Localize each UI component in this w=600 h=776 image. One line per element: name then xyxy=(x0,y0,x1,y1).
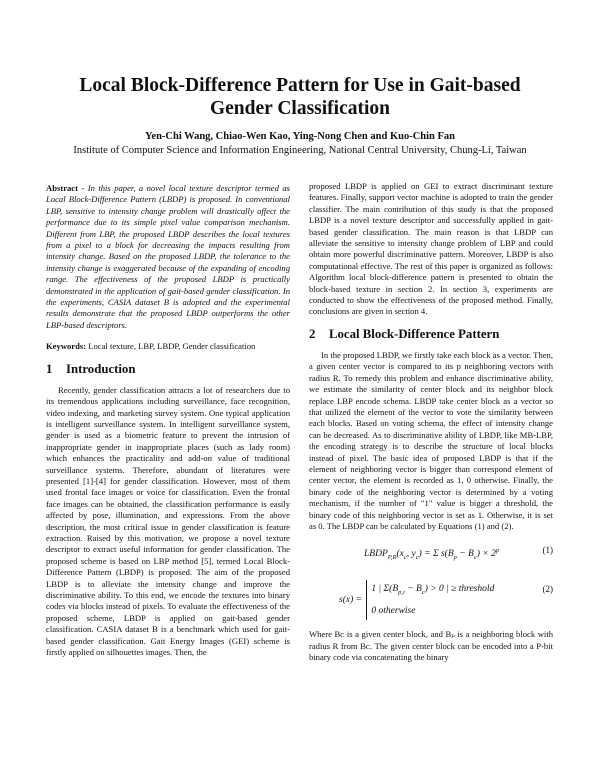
keywords-text: Local texture, LBP, LBDP, Gender classification xyxy=(86,341,256,352)
section-1-text: Recently, gender classification attracts a lot of researchers due to its tremendous applications including surveillance, face recognition, video indexing, and marketing survey system. One typical application is intelligent surveillance system. In intelligent surveillance system, gender is used as a biometric feature to prevent the intrusion of inappropriate gender in inappropriate places (such as lady room) which enhances the practicality and add-on value of traditional surveillance systems. Therefore, abundant of literatures were presented [1]-[4] for gender classification. However, most of them used frontal face images or voice for classification. Even the frontal face images can be obtained, the classification performance is easily affected by pose, illumination, and expressions. From the above description, the most critical issue in gender classification is feature extraction. Raised by this motivation, we propose a novel texture descriptor to extract useful information for gender classification. The proposed scheme is based on LBP method [5], termed Local Block-Difference Pattern (LBDP) is proposed. The aim of the proposed LBDP is to alleviate the intensity change and improve the discriminative ability. To this end, we encode the textures into binary codes via blocks instead of pixels. To evaluate the effectiveness of the proposed scheme, LBDP is applied on gait-based gender classification. CASIA dataset B is a benchmark which used for gait-based gender classification. Gait Energy Images (GEI) scheme is firstly applied on silhouettes images. Then, the xyxy=(46,384,290,658)
abstract xyxy=(46,183,290,331)
title-line-1: Local Block-Difference Pattern for Use in Gait-based xyxy=(79,75,521,96)
abstract-label: Abstract xyxy=(46,183,78,193)
section-1-title: Introduction xyxy=(66,361,136,376)
equation-1-body: $LBDP_{P,R}(x_c$, $y_c) = \Sigma$ $s(B_p - B_c) \times 2^p$ xyxy=(364,547,500,562)
section-2-title: Local Block-Difference Pattern xyxy=(329,326,500,341)
section-1-heading xyxy=(46,362,290,377)
abstract-text: - In this paper, a novel local texture descriptor termed as Local Block-Difference Pattern (LBDP) is proposed. In conventional LBP, sensitive to intensity change problem will drastically affect the performance due to its simple pixel value comparison mechanism. Different from LBP, the proposed LBDP describes the local textures from a pixel to a block for decreasing the impacts resulting from intensity change. Based on the proposed LBDP, the tolerance to the intensity change is exaggerated because of the expanding of encoding range. The effectiveness of the proposed LBDP is practically demonstrated in the application of gait-based gender classification. In the experiments, CASIA dataset B is adopted and the experimental results demonstrate that the proposed LBDP outperforms the other LBP-based descriptors. xyxy=(46,183,290,330)
keywords-label: Keywords: xyxy=(46,341,87,352)
left-column xyxy=(46,183,290,658)
affiliation: Institute of Computer Science and Information Engineering, National Central University, Chung-Li, Taiwan xyxy=(73,145,527,156)
section-2-number: 2 xyxy=(309,326,316,341)
paper-title xyxy=(40,74,560,120)
equation-1 xyxy=(309,537,553,571)
keywords xyxy=(46,341,290,352)
right-column xyxy=(309,181,553,664)
title-line-2: Gender Classification xyxy=(209,98,390,119)
section-2-text: In the proposed LBDP, we firstly take each block as a vector. Then, a given center vector is compared to its p neighboring vectors with radius R. To remedy this problem and enhance discriminative ability, we estimate the similarity of center block and its neighbor block replace LBP encode schema. LBDP take center block as a vector so that utilized the element of the vector to vote the similarity between each blocks. Based on voting schema, the effect of intensity change can be decreased. As to discriminative ability of LBDP, like MB-LBP, the encoding strategy is to describe the structure of local blocks instead of pixel. The basic idea of proposed LBDP is that if the element of neighboring vector is bigger than correspond element of center vector, the element is recorded as 1, 0 otherwise. Finally, the binary code of the neighboring vector is determined by a voting mechanism, if the number of "1" value is bigger a threshold, the binary code of this neighboring vector is set as 1. Otherwise, it is set as 0. The LBDP can be calculated by Equations (1) and (2). xyxy=(309,349,553,531)
equation-2-body: s(x) = 1 | $\Sigma(B_{p,i} - B_c) > 0$ | ≥ threshold 0 otherwise xyxy=(339,580,494,620)
intro-continued-text: proposed LBDP is applied on GEI to extract discriminant texture features. Finally, support vector machine is adopted to train the gender classifier. The main contribution of this study is that the proposed LBDP is a novel texture descriptor and successfully applied in gait-based gender classification. The main reason is that LBDP can alleviate the sensitive to intensity change problem of LBP and could obtain more powerful discriminative pattern. Moreover, LBDP is also computational effective. The rest of this paper is organized as follows: Algorithm local block-difference pattern is presented to obtain the block-based texture in section 2. In section 3, experiments are conducted to show the effectiveness of the proposed method. Finally, conclusions are given in section 4. xyxy=(309,181,553,317)
section-2-heading xyxy=(309,327,553,342)
equation-2-number: (2) xyxy=(542,584,553,595)
closing-text: Where Bᴄ is a given center block, and Bₚ is a neighboring block with radius R from Bᴄ. The given center block can be encoded into a P-bit binary code via concatenating the binary xyxy=(309,629,553,663)
authors: Yen-Chi Wang, Chiao-Wen Kao, Ying-Nong Chen and Kuo-Chin Fan xyxy=(144,131,456,142)
section-1-number: 1 xyxy=(46,361,53,376)
equation-2-cases: 1 | $\Sigma(B_{p,i} - B_c) > 0$ | ≥ threshold 0 otherwise xyxy=(366,580,494,620)
equation-1-number: (1) xyxy=(542,545,553,556)
equation-2 xyxy=(309,576,553,624)
